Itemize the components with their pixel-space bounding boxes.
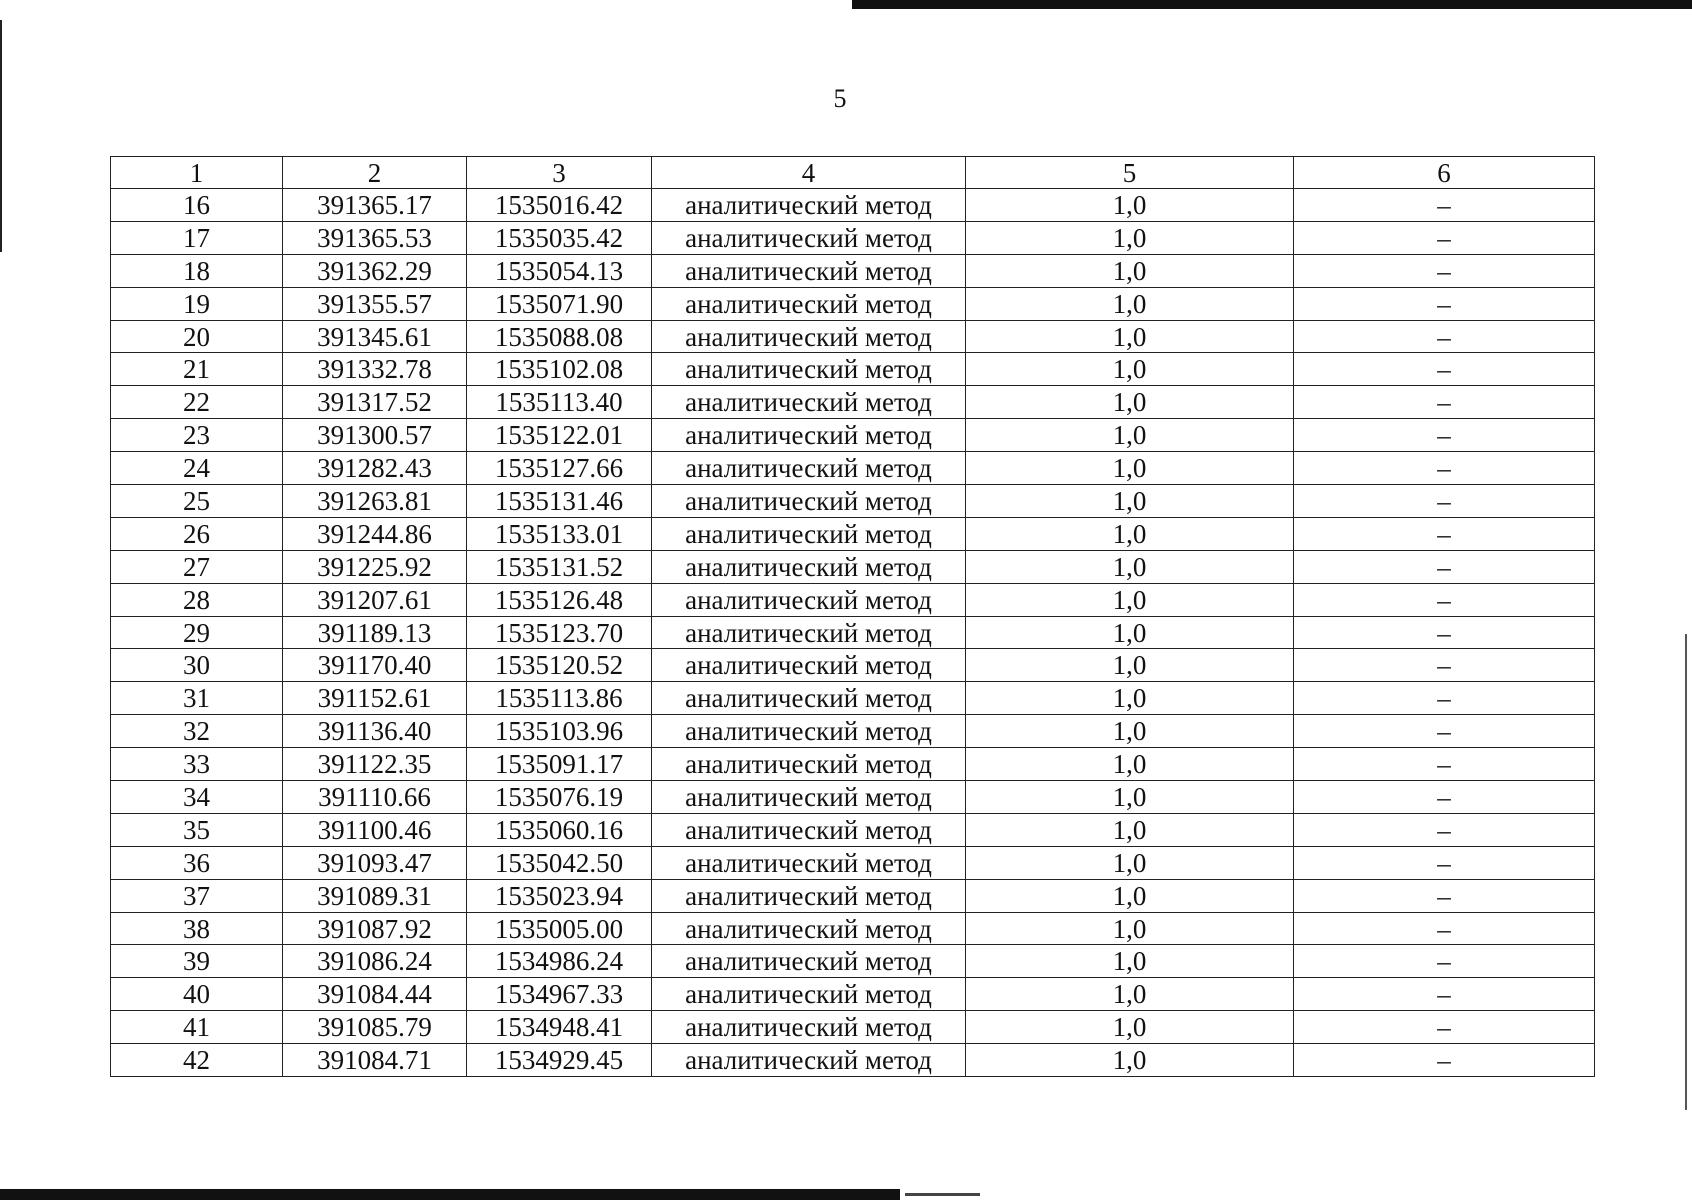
accuracy-cell: 1,0 [966, 386, 1294, 419]
note-cell: – [1294, 945, 1595, 978]
header-cell: 5 [966, 157, 1294, 189]
table-header [111, 157, 1595, 189]
y-coordinate-cell: 1535133.01 [467, 517, 652, 550]
accuracy-cell: 1,0 [966, 978, 1294, 1011]
x-coordinate-cell: 391244.86 [283, 517, 467, 550]
table-row [111, 320, 1595, 353]
accuracy-cell: 1,0 [966, 781, 1294, 814]
scan-edge-right [1685, 634, 1687, 1110]
table-row [111, 616, 1595, 649]
point-number-cell: 31 [111, 682, 283, 715]
y-coordinate-cell: 1535102.08 [467, 353, 652, 386]
method-cell: аналитический метод [652, 846, 966, 879]
method-cell: аналитический метод [652, 221, 966, 254]
point-number-cell: 21 [111, 353, 283, 386]
header-cell: 6 [1294, 157, 1595, 189]
point-number-cell: 28 [111, 583, 283, 616]
point-number-cell: 34 [111, 781, 283, 814]
note-cell: – [1294, 748, 1595, 781]
point-number-cell: 17 [111, 221, 283, 254]
x-coordinate-cell: 391136.40 [283, 715, 467, 748]
header-cell: 2 [283, 157, 467, 189]
accuracy-cell: 1,0 [966, 813, 1294, 846]
note-cell: – [1294, 912, 1595, 945]
table-row [111, 254, 1595, 287]
y-coordinate-cell: 1534929.45 [467, 1044, 652, 1077]
accuracy-cell: 1,0 [966, 846, 1294, 879]
x-coordinate-cell: 391084.71 [283, 1044, 467, 1077]
point-number-cell: 35 [111, 813, 283, 846]
accuracy-cell: 1,0 [966, 419, 1294, 452]
method-cell: аналитический метод [652, 452, 966, 485]
x-coordinate-cell: 391087.92 [283, 912, 467, 945]
point-number-cell: 32 [111, 715, 283, 748]
table-row [111, 386, 1595, 419]
x-coordinate-cell: 391317.52 [283, 386, 467, 419]
table-row [111, 748, 1595, 781]
method-cell: аналитический метод [652, 978, 966, 1011]
x-coordinate-cell: 391207.61 [283, 583, 467, 616]
table-row [111, 912, 1595, 945]
point-number-cell: 33 [111, 748, 283, 781]
point-number-cell: 41 [111, 1011, 283, 1044]
table-row [111, 781, 1595, 814]
point-number-cell: 22 [111, 386, 283, 419]
x-coordinate-cell: 391225.92 [283, 550, 467, 583]
method-cell: аналитический метод [652, 649, 966, 682]
note-cell: – [1294, 813, 1595, 846]
note-cell: – [1294, 287, 1595, 320]
accuracy-cell: 1,0 [966, 353, 1294, 386]
method-cell: аналитический метод [652, 945, 966, 978]
table-row [111, 189, 1595, 222]
y-coordinate-cell: 1535035.42 [467, 221, 652, 254]
header-row [111, 157, 1595, 189]
y-coordinate-cell: 1535131.52 [467, 550, 652, 583]
table-row [111, 419, 1595, 452]
accuracy-cell: 1,0 [966, 221, 1294, 254]
method-cell: аналитический метод [652, 879, 966, 912]
point-number-cell: 26 [111, 517, 283, 550]
y-coordinate-cell: 1535113.86 [467, 682, 652, 715]
accuracy-cell: 1,0 [966, 287, 1294, 320]
table-row [111, 649, 1595, 682]
table-row [111, 715, 1595, 748]
note-cell: – [1294, 452, 1595, 485]
method-cell: аналитический метод [652, 254, 966, 287]
method-cell: аналитический метод [652, 715, 966, 748]
note-cell: – [1294, 1044, 1595, 1077]
table-body [111, 189, 1595, 1077]
method-cell: аналитический метод [652, 813, 966, 846]
y-coordinate-cell: 1535076.19 [467, 781, 652, 814]
x-coordinate-cell: 391263.81 [283, 485, 467, 518]
table-row [111, 846, 1595, 879]
method-cell: аналитический метод [652, 517, 966, 550]
point-number-cell: 27 [111, 550, 283, 583]
note-cell: – [1294, 715, 1595, 748]
y-coordinate-cell: 1535126.48 [467, 583, 652, 616]
x-coordinate-cell: 391362.29 [283, 254, 467, 287]
note-cell: – [1294, 1011, 1595, 1044]
accuracy-cell: 1,0 [966, 583, 1294, 616]
x-coordinate-cell: 391300.57 [283, 419, 467, 452]
x-coordinate-cell: 391189.13 [283, 616, 467, 649]
y-coordinate-cell: 1535088.08 [467, 320, 652, 353]
table-row [111, 353, 1595, 386]
x-coordinate-cell: 391100.46 [283, 813, 467, 846]
y-coordinate-cell: 1535113.40 [467, 386, 652, 419]
table-row [111, 485, 1595, 518]
x-coordinate-cell: 391332.78 [283, 353, 467, 386]
y-coordinate-cell: 1535091.17 [467, 748, 652, 781]
accuracy-cell: 1,0 [966, 320, 1294, 353]
note-cell: – [1294, 221, 1595, 254]
x-coordinate-cell: 391086.24 [283, 945, 467, 978]
accuracy-cell: 1,0 [966, 879, 1294, 912]
note-cell: – [1294, 254, 1595, 287]
y-coordinate-cell: 1535123.70 [467, 616, 652, 649]
table-row [111, 583, 1595, 616]
note-cell: – [1294, 682, 1595, 715]
x-coordinate-cell: 391110.66 [283, 781, 467, 814]
accuracy-cell: 1,0 [966, 189, 1294, 222]
x-coordinate-cell: 391152.61 [283, 682, 467, 715]
table-row [111, 221, 1595, 254]
scan-edge-top [852, 0, 1692, 9]
note-cell: – [1294, 550, 1595, 583]
y-coordinate-cell: 1535023.94 [467, 879, 652, 912]
x-coordinate-cell: 391282.43 [283, 452, 467, 485]
point-number-cell: 30 [111, 649, 283, 682]
accuracy-cell: 1,0 [966, 452, 1294, 485]
table-row [111, 287, 1595, 320]
accuracy-cell: 1,0 [966, 1011, 1294, 1044]
point-number-cell: 36 [111, 846, 283, 879]
y-coordinate-cell: 1534948.41 [467, 1011, 652, 1044]
coordinates-table [110, 156, 1595, 1077]
point-number-cell: 39 [111, 945, 283, 978]
table-row [111, 682, 1595, 715]
note-cell: – [1294, 879, 1595, 912]
method-cell: аналитический метод [652, 1044, 966, 1077]
header-cell: 4 [652, 157, 966, 189]
accuracy-cell: 1,0 [966, 254, 1294, 287]
accuracy-cell: 1,0 [966, 912, 1294, 945]
point-number-cell: 20 [111, 320, 283, 353]
x-coordinate-cell: 391093.47 [283, 846, 467, 879]
x-coordinate-cell: 391365.53 [283, 221, 467, 254]
method-cell: аналитический метод [652, 320, 966, 353]
note-cell: – [1294, 386, 1595, 419]
note-cell: – [1294, 978, 1595, 1011]
note-cell: – [1294, 485, 1595, 518]
y-coordinate-cell: 1535054.13 [467, 254, 652, 287]
x-coordinate-cell: 391084.44 [283, 978, 467, 1011]
x-coordinate-cell: 391170.40 [283, 649, 467, 682]
accuracy-cell: 1,0 [966, 748, 1294, 781]
accuracy-cell: 1,0 [966, 485, 1294, 518]
point-number-cell: 38 [111, 912, 283, 945]
method-cell: аналитический метод [652, 353, 966, 386]
note-cell: – [1294, 781, 1595, 814]
accuracy-cell: 1,0 [966, 517, 1294, 550]
x-coordinate-cell: 391085.79 [283, 1011, 467, 1044]
accuracy-cell: 1,0 [966, 550, 1294, 583]
y-coordinate-cell: 1535005.00 [467, 912, 652, 945]
x-coordinate-cell: 391122.35 [283, 748, 467, 781]
note-cell: – [1294, 189, 1595, 222]
scan-edge-bottom [0, 1189, 900, 1200]
accuracy-cell: 1,0 [966, 1044, 1294, 1077]
method-cell: аналитический метод [652, 583, 966, 616]
table-row [111, 517, 1595, 550]
x-coordinate-cell: 391365.17 [283, 189, 467, 222]
page-number: 5 [833, 84, 847, 113]
method-cell: аналитический метод [652, 912, 966, 945]
method-cell: аналитический метод [652, 419, 966, 452]
note-cell: – [1294, 649, 1595, 682]
accuracy-cell: 1,0 [966, 945, 1294, 978]
method-cell: аналитический метод [652, 386, 966, 419]
note-cell: – [1294, 517, 1595, 550]
point-number-cell: 40 [111, 978, 283, 1011]
point-number-cell: 24 [111, 452, 283, 485]
table-row [111, 1011, 1595, 1044]
method-cell: аналитический метод [652, 682, 966, 715]
point-number-cell: 29 [111, 616, 283, 649]
point-number-cell: 16 [111, 189, 283, 222]
note-cell: – [1294, 846, 1595, 879]
y-coordinate-cell: 1535071.90 [467, 287, 652, 320]
table-row [111, 813, 1595, 846]
scan-edge-bottom-thin [905, 1193, 980, 1196]
header-cell: 3 [467, 157, 652, 189]
point-number-cell: 42 [111, 1044, 283, 1077]
table-row [111, 879, 1595, 912]
y-coordinate-cell: 1535060.16 [467, 813, 652, 846]
method-cell: аналитический метод [652, 616, 966, 649]
method-cell: аналитический метод [652, 748, 966, 781]
method-cell: аналитический метод [652, 189, 966, 222]
point-number-cell: 18 [111, 254, 283, 287]
table-row [111, 945, 1595, 978]
point-number-cell: 25 [111, 485, 283, 518]
method-cell: аналитический метод [652, 550, 966, 583]
accuracy-cell: 1,0 [966, 715, 1294, 748]
note-cell: – [1294, 419, 1595, 452]
accuracy-cell: 1,0 [966, 616, 1294, 649]
y-coordinate-cell: 1535016.42 [467, 189, 652, 222]
note-cell: – [1294, 353, 1595, 386]
y-coordinate-cell: 1534986.24 [467, 945, 652, 978]
x-coordinate-cell: 391345.61 [283, 320, 467, 353]
y-coordinate-cell: 1534967.33 [467, 978, 652, 1011]
note-cell: – [1294, 583, 1595, 616]
accuracy-cell: 1,0 [966, 649, 1294, 682]
y-coordinate-cell: 1535122.01 [467, 419, 652, 452]
table-row [111, 1044, 1595, 1077]
y-coordinate-cell: 1535103.96 [467, 715, 652, 748]
point-number-cell: 23 [111, 419, 283, 452]
header-cell: 1 [111, 157, 283, 189]
point-number-cell: 19 [111, 287, 283, 320]
x-coordinate-cell: 391089.31 [283, 879, 467, 912]
note-cell: – [1294, 616, 1595, 649]
x-coordinate-cell: 391355.57 [283, 287, 467, 320]
note-cell: – [1294, 320, 1595, 353]
table-row [111, 978, 1595, 1011]
method-cell: аналитический метод [652, 781, 966, 814]
y-coordinate-cell: 1535127.66 [467, 452, 652, 485]
y-coordinate-cell: 1535042.50 [467, 846, 652, 879]
y-coordinate-cell: 1535131.46 [467, 485, 652, 518]
point-number-cell: 37 [111, 879, 283, 912]
method-cell: аналитический метод [652, 287, 966, 320]
accuracy-cell: 1,0 [966, 682, 1294, 715]
method-cell: аналитический метод [652, 485, 966, 518]
method-cell: аналитический метод [652, 1011, 966, 1044]
y-coordinate-cell: 1535120.52 [467, 649, 652, 682]
table-row [111, 452, 1595, 485]
table-row [111, 550, 1595, 583]
scan-edge-left [0, 20, 2, 252]
